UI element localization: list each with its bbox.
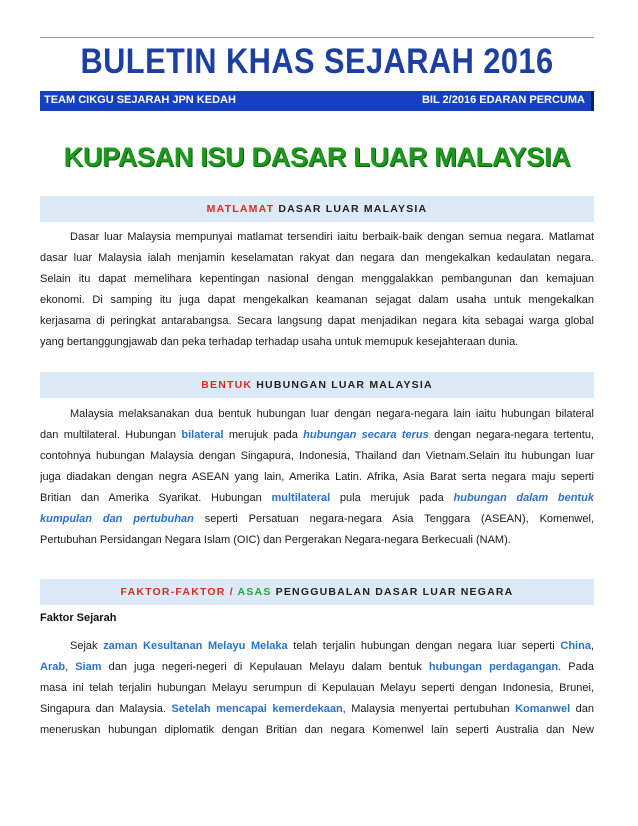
text-run: ,: [65, 661, 76, 673]
text-run: merujuk pada: [223, 429, 304, 441]
section-title-accent-green: ASAS: [237, 586, 272, 598]
paragraph-line: yang bertanggungjawab dan peka terhadap terhadap usaha untuk memupuk kesejahteraan dunia.: [40, 336, 519, 348]
section-title-accent: MATLAMAT: [206, 203, 275, 215]
highlight-multilateral: multilateral: [271, 492, 331, 504]
section-header-bentuk: [40, 372, 594, 398]
section-title-accent: BENTUK: [201, 379, 253, 391]
paragraph-line: Malaysia melaksanakan dua bentuk hubungan luar dengan negara-negara lain iaitu hubungan bilateral: [70, 408, 594, 420]
highlight-kumpulan-dan-pertubuhan: kumpulan dan pertubuhan: [40, 513, 194, 525]
highlight-hubungan-secara-terus: hubungan secara terus: [303, 429, 429, 441]
paragraph-line: juga diadakan dengan negra ASEAN yang lain, Amerika Latin. Afrika, Asia Barat serta negara maju seperti: [40, 471, 594, 483]
highlight-siam: Siam: [75, 661, 102, 673]
text-run: dan multilateral. Hubungan: [40, 429, 182, 441]
paragraph-bentuk: [40, 404, 594, 551]
paragraph-line: [40, 699, 594, 720]
highlight-hubungan-dalam-bentuk: hubungan dalam bentuk: [453, 492, 594, 504]
team-name: TEAM CIKGU SEJARAH JPN KEDAH: [44, 94, 236, 106]
section-title-accent: FAKTOR-FAKTOR: [120, 586, 226, 598]
paragraph-line: contohnya hubungan Malaysia dengan Singapura, Indonesia, Thailand dan Vietnam.Selain itu hubungan luar: [40, 450, 594, 462]
highlight-arab: Arab: [40, 661, 66, 673]
text-run: Britian dan Amerika Syarikat. Hubungan: [40, 492, 272, 504]
paragraph-line: meneruskan hubungan diplomatik dengan Britian dan negara Komenwel lain seperti Australia dan New: [40, 724, 594, 736]
paragraph-line: [40, 636, 594, 657]
bulletin-info-bar: [40, 91, 594, 111]
section-title-rest: HUBUNGAN LUAR MALAYSIA: [252, 379, 433, 391]
section-header-matlamat: [40, 196, 594, 222]
text-run: pula merujuk pada: [330, 492, 454, 504]
top-rule: [40, 37, 594, 38]
text-run: Singapura dan Malaysia.: [40, 703, 172, 715]
highlight-china: China: [560, 640, 591, 652]
text-run: ,: [590, 640, 594, 652]
text-run: dan juga negeri-negeri di Kepulauan Melayu dalam bentuk: [101, 661, 429, 673]
paragraph-matlamat: [40, 227, 594, 353]
text-run: dan: [570, 703, 594, 715]
highlight-kemerdekaan: Setelah mencapai kemerdekaan: [171, 703, 343, 715]
text-run: telah terjalin hubungan dengan negara luar seperti: [287, 640, 561, 652]
paragraph-line: dasar luar Malaysia ialah menjamin keselamatan rakyat dan negara dan mengekalkan kedaulatan negara.: [40, 252, 594, 264]
paragraph-line: [40, 657, 594, 678]
subheading-faktor-sejarah: Faktor Sejarah: [40, 612, 117, 624]
headline: KUPASAN ISU DASAR LUAR MALAYSIA: [63, 142, 571, 172]
text-run: dengan negara-negara tertentu,: [428, 429, 594, 441]
text-run: , Malaysia menyertai pertubuhan: [342, 703, 516, 715]
section-title-slash: /: [225, 586, 238, 598]
paragraph-line: masa ini telah terjalin hubungan Melayu serumpun di Kepulauan Melayu seperti dengan Indonesia, Brunei,: [40, 682, 594, 694]
paragraph-line: [40, 488, 594, 509]
paragraph-line: Pertubuhan Persidangan Negara Islam (OIC) dan Pergerakan Negara-negara Berkecuali (NAM).: [40, 534, 511, 546]
text-run: . Pada: [558, 661, 594, 673]
highlight-hubungan-perdagangan: hubungan perdagangan: [428, 661, 559, 673]
paragraph-faktor-sejarah: [40, 636, 594, 741]
section-header-faktor: [40, 579, 594, 605]
paragraph-line: Selain itu dapat memelihara kepentingan nasional dengan menggalakkan pembangunan dan kemajuan: [40, 273, 594, 285]
text-run: seperti Persatuan negara-negara Asia Tenggara (ASEAN), Komenwel,: [193, 513, 594, 525]
highlight-komanwel: Komanwel: [515, 703, 571, 715]
paragraph-line: [40, 425, 594, 446]
text-run: Sejak: [70, 640, 104, 652]
bulletin-title: BULETIN KHAS SEJARAH 2016: [80, 42, 554, 81]
issue-info: BIL 2/2016 EDARAN PERCUMA: [421, 94, 585, 106]
highlight-bilateral: bilateral: [181, 429, 224, 441]
highlight-kesultanan-melaka: zaman Kesultanan Melayu Melaka: [103, 640, 288, 652]
paragraph-line: Dasar luar Malaysia mempunyai matlamat tersendiri iaitu berbaik-baik dengan semua negara. Matlamat: [70, 231, 594, 243]
section-title-rest: DASAR LUAR MALAYSIA: [274, 203, 428, 215]
paragraph-line: [40, 509, 594, 530]
section-title-rest: PENGGUBALAN DASAR LUAR NEGARA: [271, 586, 514, 598]
paragraph-line: ekonomi. Di samping itu juga dapat mengekalkan keamanan sejagat dalam usaha untuk mengekalkan: [40, 294, 594, 306]
paragraph-line: kerjasama di peringkat antarabangsa. Secara langsung dapat menjadikan negara kita sebagai warga global: [40, 315, 594, 327]
